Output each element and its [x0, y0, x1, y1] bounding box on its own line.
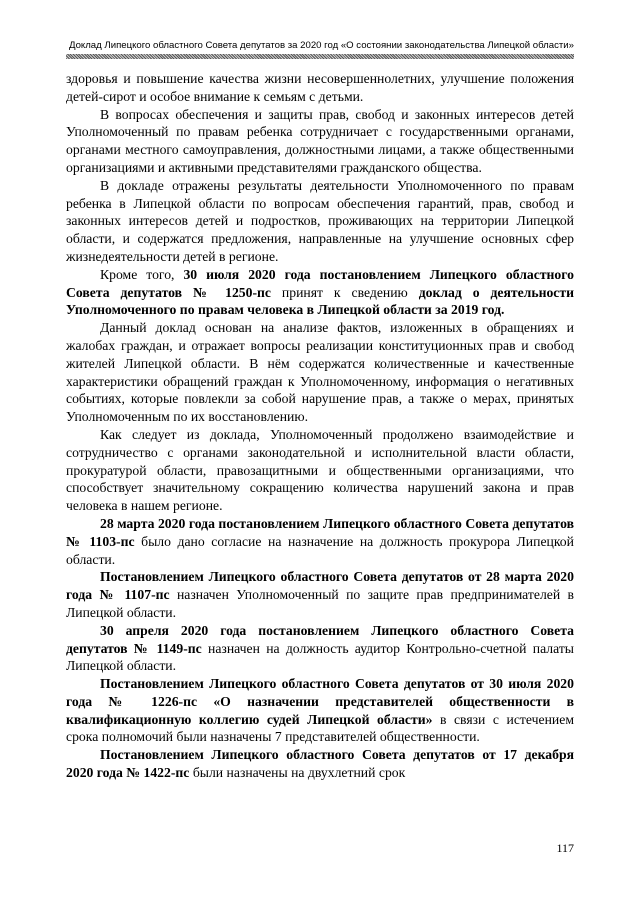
text-run: здоровья и повышение качества жизни несовершеннолетних, улучшение положения детей-сирот и особое внимание к семьям с детьми. [66, 71, 574, 104]
paragraph-6 [66, 426, 574, 515]
document-body [66, 70, 574, 782]
bold-text: Постановлением Липецкого областного Совета депутатов от 30 июля 2020 года № 1226-пс «О назначении представителей общественности в квалификационную коллегию судей Липецкой области» [66, 676, 574, 727]
paragraph-3 [66, 177, 574, 266]
text-run: было дано согласие на назначение на должность прокурора Липецкой области. [66, 533, 574, 567]
bold-text: 30 апреля 2020 года постановлением Липецкого областного Совета депутатов № 1149-пс [66, 622, 574, 656]
bold-text: 28 марта 2020 года постановлением Липецкого областного Совета депутатов № 1103-пс [66, 515, 574, 549]
bold-text: Постановлением Липецкого областного Совета депутатов от 17 декабря 2020 года № 1422-пс [66, 747, 574, 781]
text-run: Кроме того, [100, 266, 184, 282]
paragraph-5 [66, 319, 574, 426]
text-run: назначен Уполномоченный по защите прав предпринимателей в Липецкой области. [66, 587, 574, 620]
text-run: Как следует из доклада, Уполномоченный продолжено взаимодействие и сотрудничество с органами законодательной и исполнительной власти области, прокуратурой области, правозащитными и общественными организациями, что способствует значительному сокращению количества нарушений закона и прав человека в нашем регионе. [66, 426, 574, 514]
bold-text: Постановлением Липецкого областного Совета депутатов от 28 марта 2020 года № 1107-пс [66, 569, 574, 603]
text-run: были назначены на двухлетний срок [189, 765, 406, 781]
text-run: в связи с истечением срока полномочий были назначены 7 представителей общественности. [66, 711, 574, 745]
text-run: Данный доклад основан на анализе фактов, изложенных в обращениях и жалобах граждан, и отражает вопросы реализации конституционных прав и свобод жителей Липецкой области. В нём содержатся количественные и качественные характеристики обращений граждан к Уполномоченному, информация о негативных событиях, которые повлекли за собой нарушение прав, а также о мерах, принятых Уполномоченным по их восстановлению. [66, 320, 574, 425]
paragraph-8 [66, 568, 574, 621]
paragraph-9 [66, 622, 574, 675]
paragraph-11 [66, 746, 574, 782]
running-header: Доклад Липецкого областного Совета депутатов за 2020 год «О состоянии законодательства Липецкой области» [68, 40, 574, 51]
paragraph-4 [66, 266, 574, 319]
paragraph-1 [66, 70, 574, 106]
paragraph-10 [66, 675, 574, 746]
text-run: назначен на должность аудитор Контрольно-счетной палаты Липецкой области. [66, 640, 574, 674]
header-rule [66, 54, 574, 59]
bold-text: 30 июля 2020 года постановлением Липецкого областного Совета депутатов № 1250-пс [66, 266, 574, 300]
text-run: В докладе отражены результаты деятельности Уполномоченного по правам ребенка в Липецкой области по вопросам обеспечения гарантий, прав, свобод и законных интересов детей и подростков, проживающих на территории Липецкой области, и содержатся предложения, направленные на улучшение основных сфер жизнедеятельности детей в регионе. [66, 177, 574, 264]
bold-text: доклад о деятельности Уполномоченного по правам человека в Липецкой области за 2019 год. [66, 284, 574, 318]
paragraph-7 [66, 515, 574, 568]
page-number: 117 [556, 841, 574, 855]
text-run: В вопросах обеспечения и защиты прав, свобод и законных интересов детей Уполномоченный по правам ребенка сотрудничает с государственными органами, органами местного самоуправления, должностными лицами, а также общественными организациями и активными представителями гражданского общества. [66, 106, 574, 175]
text-run: принят к сведению [271, 284, 419, 300]
paragraph-2 [66, 106, 574, 177]
